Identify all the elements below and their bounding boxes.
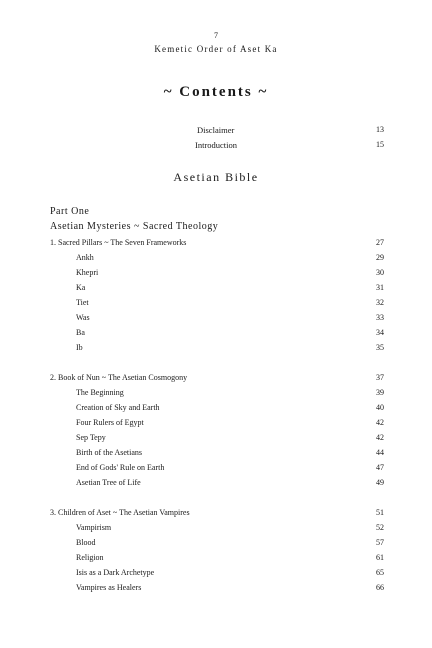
toc-entry-page: 66 xyxy=(376,583,384,592)
toc-entry[interactable]: End of Gods' Rule on Earth xyxy=(76,463,165,472)
toc-entry-page: 57 xyxy=(376,538,384,547)
toc-entry[interactable]: Ib xyxy=(76,343,83,352)
chapter-page: 27 xyxy=(376,238,384,247)
toc-entry-page: 65 xyxy=(376,568,384,577)
toc-entry[interactable]: Ba xyxy=(76,328,85,337)
toc-entry[interactable]: Ka xyxy=(76,283,86,292)
toc-entry[interactable]: The Beginning xyxy=(76,388,124,397)
toc-entry[interactable]: Vampires as Healers xyxy=(76,583,142,592)
section-title: Asetian Bible xyxy=(173,170,259,184)
toc-entry-page: 34 xyxy=(376,328,384,337)
toc-entry[interactable]: Ankh xyxy=(76,253,94,262)
toc-entry-introduction[interactable]: Introduction xyxy=(195,140,238,150)
toc-entry-page: 61 xyxy=(376,553,384,562)
part-label: Part One xyxy=(50,206,90,217)
chapter-page: 51 xyxy=(376,508,384,517)
toc-entry-page: 30 xyxy=(376,268,384,277)
toc-entry[interactable]: Four Rulers of Egypt xyxy=(76,418,144,427)
toc-page-disclaimer: 13 xyxy=(376,125,384,134)
part-subtitle: Asetian Mysteries ~ Sacred Theology xyxy=(50,221,219,232)
toc-entry-page: 49 xyxy=(376,478,384,487)
contents-title: ~ Contents ~ xyxy=(163,84,269,100)
chapter-page: 37 xyxy=(376,373,384,382)
toc-entry-page: 32 xyxy=(376,298,384,307)
toc-entry-page: 39 xyxy=(376,388,384,397)
chapter-title[interactable]: 3. Children of Aset ~ The Asetian Vampires xyxy=(50,508,190,517)
page-number: 7 xyxy=(214,31,218,40)
chapter-title[interactable]: 2. Book of Nun ~ The Asetian Cosmogony xyxy=(50,373,188,382)
toc-entry[interactable]: Vampirism xyxy=(76,523,112,532)
toc-entry[interactable]: Was xyxy=(76,313,90,322)
toc-page-introduction: 15 xyxy=(376,140,384,149)
running-header: Kemetic Order of Aset Ka xyxy=(154,44,278,54)
toc-entry-page: 33 xyxy=(376,313,384,322)
toc-entry[interactable]: Creation of Sky and Earth xyxy=(76,403,160,412)
toc-entry-page: 52 xyxy=(376,523,384,532)
toc-entry-page: 29 xyxy=(376,253,384,262)
toc-entry[interactable]: Isis as a Dark Archetype xyxy=(76,568,155,577)
toc-entry[interactable]: Sep Tepy xyxy=(76,433,106,442)
toc-entry-page: 31 xyxy=(376,283,384,292)
toc-entry-page: 42 xyxy=(376,433,384,442)
toc-entry-page: 47 xyxy=(376,463,384,472)
toc-entry[interactable]: Tiet xyxy=(76,298,89,307)
toc-entry-page: 44 xyxy=(376,448,384,457)
chapter-title[interactable]: 1. Sacred Pillars ~ The Seven Frameworks xyxy=(50,238,187,247)
toc-entry-page: 35 xyxy=(376,343,384,352)
toc-entry-page: 42 xyxy=(376,418,384,427)
toc-entry[interactable]: Religion xyxy=(76,553,104,562)
toc-entry-disclaimer[interactable]: Disclaimer xyxy=(197,125,235,135)
toc-entry[interactable]: Asetian Tree of Life xyxy=(76,478,141,487)
toc-entry[interactable]: Birth of the Asetians xyxy=(76,448,142,457)
toc-entry-page: 40 xyxy=(376,403,384,412)
toc-entry[interactable]: Khepri xyxy=(76,268,99,277)
toc-entry[interactable]: Blood xyxy=(76,538,96,547)
